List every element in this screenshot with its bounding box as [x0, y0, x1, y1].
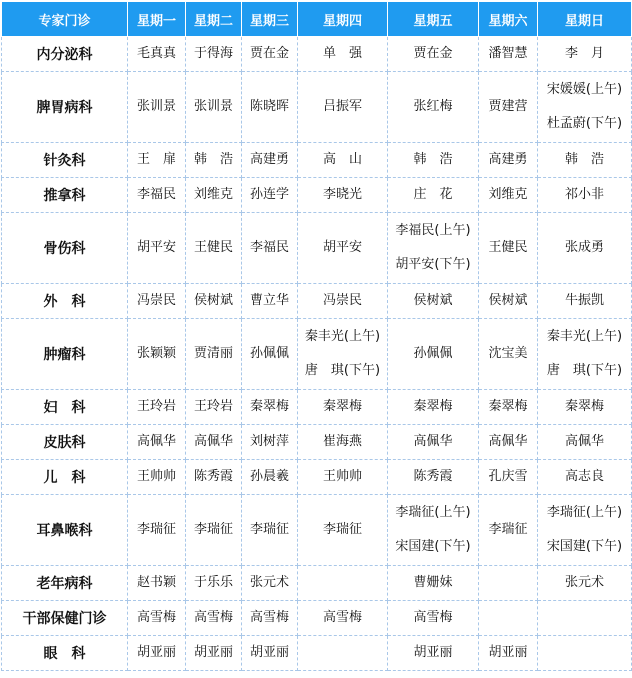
table-row	[2, 566, 632, 601]
schedule-cell-wednesday	[242, 143, 298, 178]
schedule-cell-thursday	[298, 213, 388, 284]
doctor-name: 刘树萍	[249, 434, 289, 449]
schedule-cell-monday	[128, 213, 186, 284]
schedule-cell-monday	[128, 178, 186, 213]
department-name: 推拿科	[2, 178, 128, 213]
doctor-name: 侯树斌	[413, 293, 453, 308]
doctor-name: 祁小非	[564, 187, 604, 202]
header-saturday: 星期六	[479, 2, 538, 37]
doctor-name: 高佩华	[488, 434, 528, 449]
schedule-cell-wednesday	[242, 319, 298, 390]
schedule-cell-saturday	[479, 390, 538, 425]
doctor-name: 曹姗妹	[413, 575, 453, 590]
schedule-cell-friday	[388, 178, 479, 213]
department-name: 脾胃病科	[2, 72, 128, 143]
doctor-name: 杜孟蔚(下午)	[546, 116, 623, 131]
schedule-cell-saturday	[479, 178, 538, 213]
schedule-cell-thursday	[298, 495, 388, 566]
schedule-cell-friday	[388, 601, 479, 636]
schedule-body	[2, 37, 632, 671]
doctor-name: 高佩华	[193, 434, 233, 449]
doctor-name: 陈秀霞	[193, 469, 233, 484]
department-name: 眼 科	[2, 636, 128, 671]
doctor-name: 孙晨羲	[249, 469, 289, 484]
schedule-cell-tuesday	[186, 284, 242, 319]
schedule-cell-tuesday	[186, 319, 242, 390]
department-name: 肿瘤科	[2, 319, 128, 390]
schedule-cell-wednesday	[242, 460, 298, 495]
schedule-cell-thursday	[298, 636, 388, 671]
doctor-name: 高佩华	[564, 434, 604, 449]
schedule-cell-saturday	[479, 601, 538, 636]
schedule-cell-thursday	[298, 425, 388, 460]
schedule-cell-sunday	[538, 636, 632, 671]
schedule-cell-thursday	[298, 284, 388, 319]
schedule-cell-tuesday	[186, 178, 242, 213]
schedule-cell-saturday	[479, 37, 538, 72]
doctor-name: 李晓光	[322, 187, 362, 202]
doctor-name: 吕振军	[322, 99, 362, 114]
schedule-cell-friday	[388, 72, 479, 143]
header-sunday: 星期日	[538, 2, 632, 37]
table-row	[2, 390, 632, 425]
schedule-cell-sunday	[538, 390, 632, 425]
doctor-name: 秦丰光(上午)	[546, 329, 623, 344]
schedule-cell-sunday	[538, 495, 632, 566]
doctor-name: 孔庆雪	[488, 469, 528, 484]
doctor-name: 李瑞征	[488, 522, 528, 537]
doctor-name: 胡亚丽	[193, 645, 233, 660]
doctor-name: 贾在金	[413, 46, 453, 61]
doctor-name: 韩 浩	[413, 152, 453, 167]
schedule-cell-wednesday	[242, 601, 298, 636]
header-tuesday: 星期二	[186, 2, 242, 37]
schedule-cell-sunday	[538, 213, 632, 284]
schedule-cell-tuesday	[186, 143, 242, 178]
schedule-cell-monday	[128, 495, 186, 566]
doctor-name: 高志良	[564, 469, 604, 484]
doctor-name: 贾在金	[249, 46, 289, 61]
doctor-name: 宋国建(下午)	[395, 539, 471, 554]
doctor-name: 于乐乐	[193, 575, 233, 590]
schedule-cell-monday	[128, 284, 186, 319]
doctor-name: 李瑞征(上午)	[546, 505, 623, 520]
doctor-name: 高 山	[322, 152, 362, 167]
schedule-cell-thursday	[298, 390, 388, 425]
doctor-name: 胡亚丽	[488, 645, 528, 660]
doctor-name: 高雪梅	[322, 610, 362, 625]
schedule-cell-tuesday	[186, 460, 242, 495]
schedule-cell-wednesday	[242, 213, 298, 284]
department-name: 针灸科	[2, 143, 128, 178]
doctor-name: 秦丰光(上午)	[304, 329, 381, 344]
schedule-cell-monday	[128, 601, 186, 636]
doctor-name: 张颖颖	[136, 346, 176, 361]
schedule-cell-friday	[388, 425, 479, 460]
doctor-name: 高雪梅	[193, 610, 233, 625]
doctor-name: 李瑞征	[322, 522, 362, 537]
table-row	[2, 178, 632, 213]
schedule-cell-monday	[128, 425, 186, 460]
table-row	[2, 495, 632, 566]
schedule-cell-wednesday	[242, 495, 298, 566]
doctor-name: 宋国建(下午)	[546, 539, 623, 554]
doctor-name: 胡亚丽	[413, 645, 453, 660]
doctor-name: 秦翠梅	[322, 399, 362, 414]
table-row	[2, 143, 632, 178]
doctor-name: 毛真真	[136, 46, 176, 61]
table-row	[2, 319, 632, 390]
table-row	[2, 460, 632, 495]
doctor-name: 王健民	[193, 240, 233, 255]
department-name: 老年病科	[2, 566, 128, 601]
schedule-cell-saturday	[479, 72, 538, 143]
doctor-name: 李瑞征	[193, 522, 233, 537]
doctor-name: 李瑞征	[249, 522, 289, 537]
doctor-name: 王帅帅	[322, 469, 362, 484]
doctor-name: 李福民	[249, 240, 289, 255]
doctor-name: 潘智慧	[488, 46, 528, 61]
schedule-cell-saturday	[479, 213, 538, 284]
department-name: 耳鼻喉科	[2, 495, 128, 566]
department-name: 妇 科	[2, 390, 128, 425]
doctor-name: 贾清丽	[193, 346, 233, 361]
schedule-cell-wednesday	[242, 566, 298, 601]
doctor-name: 刘维克	[193, 187, 233, 202]
schedule-cell-monday	[128, 143, 186, 178]
table-row	[2, 425, 632, 460]
schedule-cell-wednesday	[242, 72, 298, 143]
doctor-name: 胡亚丽	[249, 645, 289, 660]
department-name: 儿 科	[2, 460, 128, 495]
schedule-cell-tuesday	[186, 566, 242, 601]
schedule-cell-thursday	[298, 566, 388, 601]
schedule-cell-friday	[388, 460, 479, 495]
doctor-name: 沈宝美	[488, 346, 528, 361]
doctor-name: 孙佩佩	[413, 346, 453, 361]
doctor-name: 李瑞征(上午)	[395, 505, 471, 520]
schedule-cell-monday	[128, 72, 186, 143]
doctor-name: 秦翠梅	[249, 399, 289, 414]
doctor-name: 张成勇	[564, 240, 604, 255]
schedule-cell-tuesday	[186, 37, 242, 72]
table-row	[2, 284, 632, 319]
doctor-name: 单 强	[322, 46, 362, 61]
schedule-cell-saturday	[479, 143, 538, 178]
department-name: 骨伤科	[2, 213, 128, 284]
schedule-cell-wednesday	[242, 636, 298, 671]
schedule-cell-tuesday	[186, 72, 242, 143]
schedule-cell-thursday	[298, 319, 388, 390]
schedule-cell-sunday	[538, 460, 632, 495]
doctor-name: 唐 琪(下午)	[546, 363, 623, 378]
schedule-cell-friday	[388, 495, 479, 566]
schedule-cell-monday	[128, 460, 186, 495]
doctor-name: 张元术	[249, 575, 289, 590]
schedule-cell-monday	[128, 636, 186, 671]
schedule-cell-sunday	[538, 425, 632, 460]
doctor-name: 孙连学	[249, 187, 289, 202]
table-row	[2, 37, 632, 72]
schedule-cell-saturday	[479, 425, 538, 460]
doctor-name: 李福民	[136, 187, 176, 202]
doctor-name: 唐 琪(下午)	[304, 363, 381, 378]
doctor-name: 孙佩佩	[249, 346, 289, 361]
doctor-name: 李瑞征	[136, 522, 176, 537]
department-name: 干部保健门诊	[2, 601, 128, 636]
schedule-cell-thursday	[298, 460, 388, 495]
doctor-name: 秦翠梅	[413, 399, 453, 414]
doctor-name: 张训景	[136, 99, 176, 114]
schedule-cell-sunday	[538, 319, 632, 390]
schedule-cell-tuesday	[186, 390, 242, 425]
doctor-name: 张元术	[564, 575, 604, 590]
schedule-cell-saturday	[479, 284, 538, 319]
doctor-name: 胡亚丽	[136, 645, 176, 660]
schedule-cell-wednesday	[242, 37, 298, 72]
schedule-cell-friday	[388, 319, 479, 390]
header-friday: 星期五	[388, 2, 479, 37]
doctor-name: 高雪梅	[249, 610, 289, 625]
table-row	[2, 601, 632, 636]
schedule-cell-thursday	[298, 143, 388, 178]
doctor-name: 宋媛媛(上午)	[546, 82, 623, 97]
schedule-cell-tuesday	[186, 495, 242, 566]
schedule-cell-friday	[388, 390, 479, 425]
doctor-name: 高雪梅	[136, 610, 176, 625]
doctor-name: 王健民	[488, 240, 528, 255]
header-row	[2, 2, 632, 37]
schedule-cell-sunday	[538, 178, 632, 213]
schedule-cell-sunday	[538, 566, 632, 601]
header-monday: 星期一	[128, 2, 186, 37]
schedule-cell-sunday	[538, 601, 632, 636]
doctor-name: 陈晓晖	[249, 99, 289, 114]
doctor-name: 李 月	[564, 46, 604, 61]
schedule-cell-tuesday	[186, 636, 242, 671]
doctor-name: 胡平安	[136, 240, 176, 255]
doctor-name: 张红梅	[413, 99, 453, 114]
schedule-cell-friday	[388, 636, 479, 671]
table-row	[2, 213, 632, 284]
department-name: 内分泌科	[2, 37, 128, 72]
doctor-name: 秦翠梅	[488, 399, 528, 414]
schedule-cell-saturday	[479, 495, 538, 566]
doctor-name: 牛振凯	[564, 293, 604, 308]
doctor-name: 庄 花	[413, 187, 453, 202]
doctor-name: 侯树斌	[488, 293, 528, 308]
doctor-name: 李福民(上午)	[395, 223, 471, 238]
table-row	[2, 72, 632, 143]
doctor-name: 于得海	[193, 46, 233, 61]
schedule-cell-monday	[128, 566, 186, 601]
schedule-cell-friday	[388, 566, 479, 601]
schedule-cell-sunday	[538, 143, 632, 178]
doctor-name: 王 扉	[136, 152, 176, 167]
doctor-name: 王玲岩	[193, 399, 233, 414]
doctor-name: 侯树斌	[193, 293, 233, 308]
doctor-name: 贾建营	[488, 99, 528, 114]
doctor-name: 高雪梅	[413, 610, 453, 625]
doctor-name: 高佩华	[136, 434, 176, 449]
clinic-schedule-table	[1, 1, 632, 671]
doctor-name: 王帅帅	[136, 469, 176, 484]
schedule-cell-tuesday	[186, 601, 242, 636]
schedule-cell-thursday	[298, 178, 388, 213]
schedule-cell-thursday	[298, 601, 388, 636]
doctor-name: 胡平安	[322, 240, 362, 255]
schedule-cell-wednesday	[242, 390, 298, 425]
doctor-name: 刘维克	[488, 187, 528, 202]
schedule-cell-saturday	[479, 566, 538, 601]
schedule-cell-friday	[388, 284, 479, 319]
doctor-name: 冯崇民	[136, 293, 176, 308]
schedule-cell-saturday	[479, 319, 538, 390]
doctor-name: 王玲岩	[136, 399, 176, 414]
schedule-cell-wednesday	[242, 178, 298, 213]
doctor-name: 陈秀霞	[413, 469, 453, 484]
schedule-cell-monday	[128, 319, 186, 390]
doctor-name: 秦翠梅	[564, 399, 604, 414]
doctor-name: 高佩华	[413, 434, 453, 449]
header-expert-clinic: 专家门诊	[2, 2, 128, 37]
schedule-cell-sunday	[538, 72, 632, 143]
schedule-cell-thursday	[298, 72, 388, 143]
doctor-name: 崔海燕	[322, 434, 362, 449]
department-name: 皮肤科	[2, 425, 128, 460]
schedule-cell-sunday	[538, 284, 632, 319]
schedule-cell-friday	[388, 143, 479, 178]
schedule-cell-tuesday	[186, 425, 242, 460]
doctor-name: 张训景	[193, 99, 233, 114]
schedule-cell-saturday	[479, 636, 538, 671]
schedule-cell-sunday	[538, 37, 632, 72]
department-name: 外 科	[2, 284, 128, 319]
doctor-name: 韩 浩	[193, 152, 233, 167]
header-thursday: 星期四	[298, 2, 388, 37]
schedule-cell-tuesday	[186, 213, 242, 284]
header-wednesday: 星期三	[242, 2, 298, 37]
schedule-cell-wednesday	[242, 284, 298, 319]
schedule-cell-friday	[388, 37, 479, 72]
schedule-cell-wednesday	[242, 425, 298, 460]
schedule-cell-monday	[128, 37, 186, 72]
schedule-cell-monday	[128, 390, 186, 425]
doctor-name: 胡平安(下午)	[395, 257, 471, 272]
schedule-cell-saturday	[479, 460, 538, 495]
doctor-name: 曹立华	[249, 293, 289, 308]
doctor-name: 冯崇民	[322, 293, 362, 308]
doctor-name: 韩 浩	[564, 152, 604, 167]
schedule-cell-thursday	[298, 37, 388, 72]
table-row	[2, 636, 632, 671]
doctor-name: 高建勇	[488, 152, 528, 167]
doctor-name: 赵书颖	[136, 575, 176, 590]
schedule-cell-friday	[388, 213, 479, 284]
doctor-name: 高建勇	[249, 152, 289, 167]
